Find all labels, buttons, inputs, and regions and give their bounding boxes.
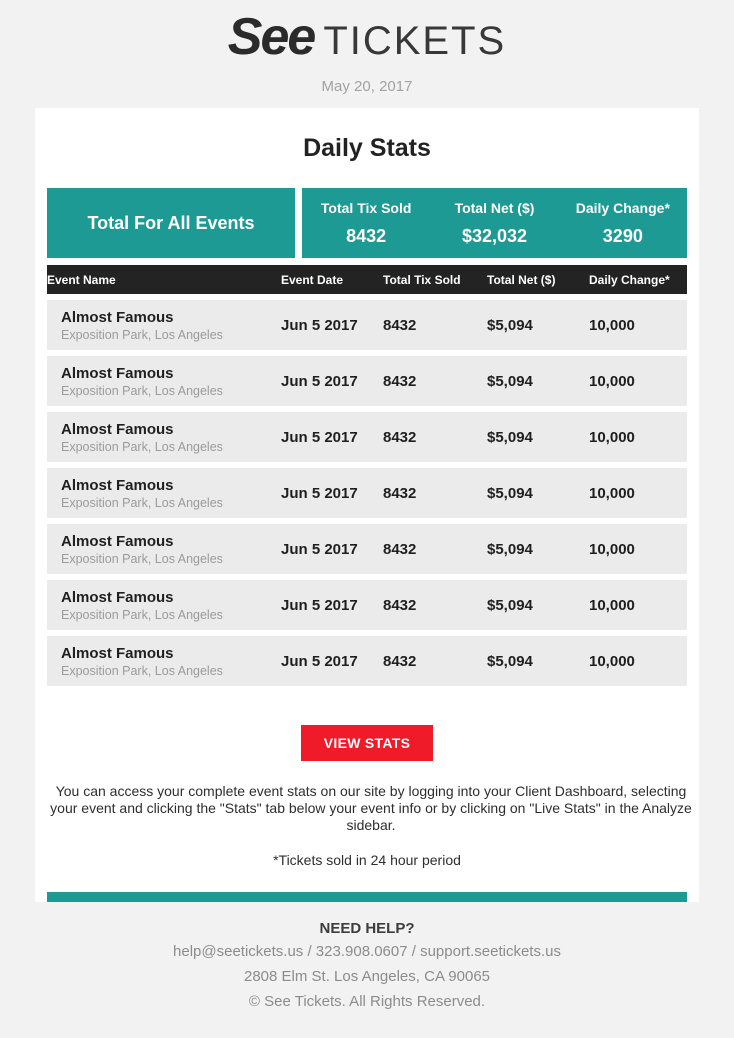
table-row xyxy=(47,300,687,350)
daily-change-cell: 10,000 xyxy=(589,316,635,334)
summary-metric-label: Total Net ($) xyxy=(454,199,535,216)
column-header: Daily Change* xyxy=(589,272,670,287)
summary-metric-value: 3290 xyxy=(602,225,643,246)
column-header: Event Date xyxy=(281,272,344,287)
net-cell: $5,094 xyxy=(487,316,533,334)
view-stats-button[interactable]: VIEW STATS xyxy=(301,725,433,761)
summary-total-label xyxy=(47,188,295,258)
summary-section xyxy=(47,188,687,258)
tix-sold-cell: 8432 xyxy=(383,484,417,502)
event-name-cell xyxy=(47,421,281,454)
footer xyxy=(0,902,734,1038)
daily-change-cell: 10,000 xyxy=(589,596,635,614)
event-name-cell xyxy=(47,309,281,342)
tix-sold-cell: 8432 xyxy=(383,428,417,446)
daily-change-cell: 10,000 xyxy=(589,372,635,390)
event-name: Almost Famous xyxy=(61,364,174,382)
report-date: May 20, 2017 xyxy=(321,78,413,95)
event-name: Almost Famous xyxy=(61,644,174,662)
net-cell: $5,094 xyxy=(487,652,533,670)
event-venue: Exposition Park, Los Angeles xyxy=(61,495,223,510)
event-table xyxy=(47,265,687,686)
event-date-cell: Jun 5 2017 xyxy=(281,484,358,502)
net-cell: $5,094 xyxy=(487,540,533,558)
daily-change-cell: 10,000 xyxy=(589,652,635,670)
summary-metric xyxy=(559,188,687,258)
tix-sold-cell: 8432 xyxy=(383,596,417,614)
table-row xyxy=(47,636,687,686)
page-title: Daily Stats xyxy=(303,134,431,162)
event-name: Almost Famous xyxy=(61,588,174,606)
event-date-cell: Jun 5 2017 xyxy=(281,540,358,558)
event-name-cell xyxy=(47,589,281,622)
event-date-cell: Jun 5 2017 xyxy=(281,372,358,390)
logo-tickets-text: TICKETS xyxy=(323,19,507,63)
event-name: Almost Famous xyxy=(61,308,174,326)
teal-divider xyxy=(47,892,687,902)
footer-copyright: © See Tickets. All Rights Reserved. xyxy=(248,993,486,1010)
daily-change-cell: 10,000 xyxy=(589,540,635,558)
column-header: Total Tix Sold xyxy=(383,272,461,287)
event-name-cell xyxy=(47,477,281,510)
summary-metrics xyxy=(302,188,687,258)
logo-see-text: See xyxy=(227,8,315,66)
footer-address: 2808 Elm St. Los Angeles, CA 90065 xyxy=(244,968,490,985)
event-name-cell xyxy=(47,645,281,678)
event-venue: Exposition Park, Los Angeles xyxy=(61,383,223,398)
event-date-cell: Jun 5 2017 xyxy=(281,428,358,446)
brand-header xyxy=(0,0,734,95)
summary-metric-label: Daily Change* xyxy=(575,199,670,216)
footnote: *Tickets sold in 24 hour period xyxy=(273,852,461,868)
summary-metric-value: 8432 xyxy=(346,225,387,246)
daily-change-cell: 10,000 xyxy=(589,484,635,502)
table-row xyxy=(47,356,687,406)
net-cell: $5,094 xyxy=(487,428,533,446)
net-cell: $5,094 xyxy=(487,372,533,390)
button-row xyxy=(47,725,687,761)
net-cell: $5,094 xyxy=(487,596,533,614)
event-date-cell: Jun 5 2017 xyxy=(281,652,358,670)
table-row xyxy=(47,524,687,574)
summary-metric-label: Total Tix Sold xyxy=(320,199,412,216)
summary-metric-value: $32,032 xyxy=(461,225,528,246)
event-date-cell: Jun 5 2017 xyxy=(281,596,358,614)
event-venue: Exposition Park, Los Angeles xyxy=(61,607,223,622)
tix-sold-cell: 8432 xyxy=(383,540,417,558)
summary-metric xyxy=(302,188,430,258)
summary-metric xyxy=(430,188,558,258)
tix-sold-cell: 8432 xyxy=(383,652,417,670)
event-name: Almost Famous xyxy=(61,476,174,494)
event-venue: Exposition Park, Los Angeles xyxy=(61,439,223,454)
event-table-body xyxy=(47,300,687,686)
daily-stats-card xyxy=(35,108,699,902)
event-venue: Exposition Park, Los Angeles xyxy=(61,327,223,342)
daily-change-cell: 10,000 xyxy=(589,428,635,446)
event-name-cell xyxy=(47,533,281,566)
summary-total-label-text: Total For All Events xyxy=(87,212,255,233)
column-header: Event Name xyxy=(47,272,116,287)
event-date-cell: Jun 5 2017 xyxy=(281,316,358,334)
event-table-header xyxy=(47,265,687,294)
footer-contact: help@seetickets.us / 323.908.0607 / support.seetickets.us xyxy=(173,943,561,960)
event-name: Almost Famous xyxy=(61,420,174,438)
tix-sold-cell: 8432 xyxy=(383,316,417,334)
column-header: Total Net ($) xyxy=(487,272,556,287)
event-name-cell xyxy=(47,365,281,398)
tix-sold-cell: 8432 xyxy=(383,372,417,390)
event-venue: Exposition Park, Los Angeles xyxy=(61,551,223,566)
event-venue: Exposition Park, Los Angeles xyxy=(61,663,223,678)
net-cell: $5,094 xyxy=(487,484,533,502)
info-text: You can access your complete event stats on our site by logging into your Client Dashboard, selecting your event and clicking the "Stats" tab below your event info or by clicking on "Live Stats" in the Analyze sidebar. xyxy=(50,783,692,833)
event-name: Almost Famous xyxy=(61,532,174,550)
need-help-heading: NEED HELP? xyxy=(319,920,415,937)
table-row xyxy=(47,468,687,518)
table-row xyxy=(47,580,687,630)
table-row xyxy=(47,412,687,462)
see-tickets-logo xyxy=(0,8,734,75)
